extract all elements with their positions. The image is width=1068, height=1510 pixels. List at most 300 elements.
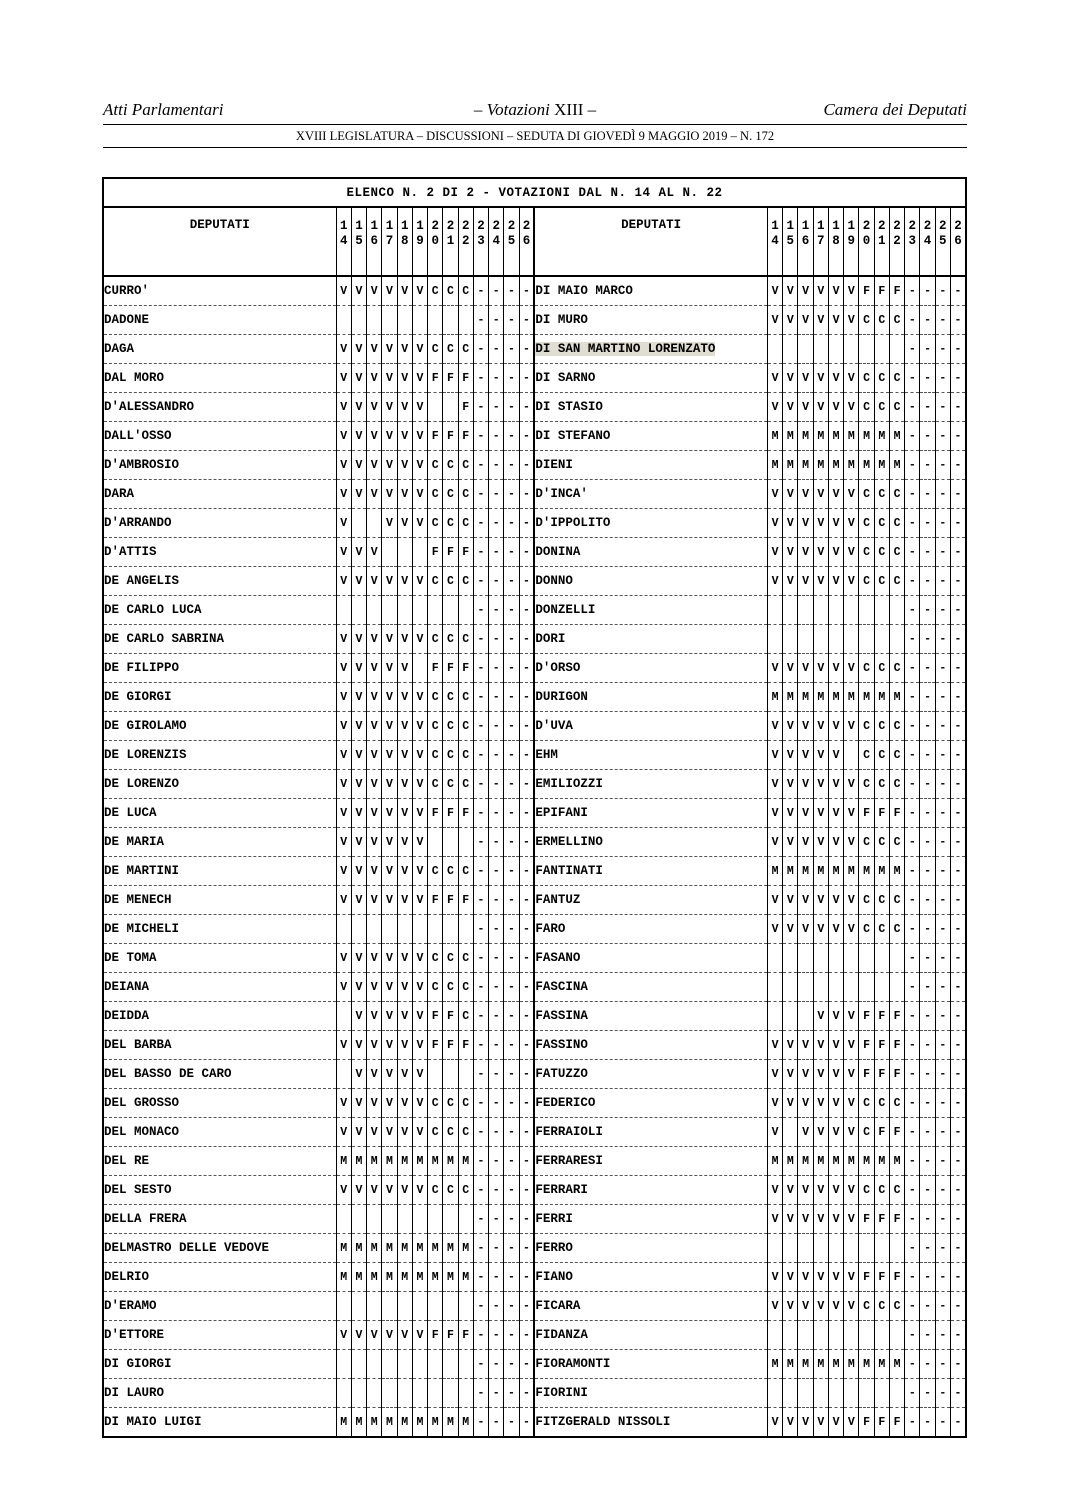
vote-cell: C xyxy=(859,1089,874,1118)
vote-number-units: 7 xyxy=(385,234,394,248)
vote-cell: C xyxy=(874,538,889,567)
vote-cell: M xyxy=(458,1263,473,1292)
vote-cell: V xyxy=(412,335,427,364)
vote-number-tens: 2 xyxy=(446,219,455,233)
vote-cell: - xyxy=(905,770,920,799)
vote-number-header xyxy=(935,207,950,276)
vote-number-header xyxy=(336,207,351,276)
vote-cell: - xyxy=(504,480,519,509)
vote-cell: V xyxy=(397,1118,412,1147)
vote-cell: F xyxy=(859,276,874,306)
vote-cell: C xyxy=(859,480,874,509)
vote-cell xyxy=(844,596,859,625)
vote-cell: - xyxy=(950,1176,966,1205)
vote-cell xyxy=(844,944,859,973)
vote-cell xyxy=(813,973,828,1002)
vote-cell: V xyxy=(798,741,813,770)
vote-cell: - xyxy=(489,1205,504,1234)
vote-cell: - xyxy=(504,1263,519,1292)
vote-cell: V xyxy=(813,1118,828,1147)
vote-cell: - xyxy=(905,712,920,741)
vote-cell: - xyxy=(935,741,950,770)
vote-cell xyxy=(367,596,382,625)
vote-cell: C xyxy=(428,1176,443,1205)
deputy-name-text: DE LORENZO xyxy=(104,777,180,791)
table-row xyxy=(103,741,966,770)
vote-cell: - xyxy=(504,393,519,422)
vote-cell: F xyxy=(889,1060,904,1089)
vote-cell: - xyxy=(473,1408,488,1438)
vote-cell: - xyxy=(489,567,504,596)
deputy-name xyxy=(534,1089,767,1118)
vote-number-header xyxy=(443,207,458,276)
table-row xyxy=(103,1321,966,1350)
vote-cell: V xyxy=(783,1263,798,1292)
deputy-name-text: D'ERAMO xyxy=(104,1299,157,1313)
vote-number-units: 8 xyxy=(832,234,840,248)
vote-cell: - xyxy=(935,276,950,306)
vote-cell: C xyxy=(458,973,473,1002)
vote-cell: V xyxy=(783,1060,798,1089)
vote-cell: V xyxy=(382,1176,397,1205)
vote-cell: V xyxy=(397,364,412,393)
deputy-name-text: FEDERICO xyxy=(535,1096,596,1110)
vote-cell: - xyxy=(935,1263,950,1292)
vote-cell: - xyxy=(905,596,920,625)
vote-cell: V xyxy=(783,741,798,770)
vote-cell: - xyxy=(473,596,488,625)
vote-cell: - xyxy=(920,886,935,915)
vote-cell: V xyxy=(351,828,366,857)
vote-cell: V xyxy=(412,857,427,886)
vote-cell: C xyxy=(458,1089,473,1118)
vote-cell: M xyxy=(351,1234,366,1263)
vote-cell: C xyxy=(859,1292,874,1321)
vote-cell: C xyxy=(889,538,904,567)
vote-cell: - xyxy=(489,1031,504,1060)
vote-cell: M xyxy=(336,1234,351,1263)
vote-cell: - xyxy=(504,567,519,596)
vote-cell xyxy=(767,973,782,1002)
deputy-name-text: EHM xyxy=(535,748,558,762)
vote-cell xyxy=(767,1002,782,1031)
vote-cell: M xyxy=(767,1147,782,1176)
vote-cell: V xyxy=(351,683,366,712)
deputy-name-text: FATUZZO xyxy=(535,1067,588,1081)
deputati-column-header: DEPUTATI xyxy=(103,207,336,276)
deputy-name xyxy=(534,799,767,828)
vote-cell: V xyxy=(412,451,427,480)
vote-number-header xyxy=(489,207,504,276)
vote-cell: F xyxy=(443,1321,458,1350)
vote-cell: C xyxy=(889,770,904,799)
vote-cell: V xyxy=(767,828,782,857)
vote-cell: - xyxy=(920,306,935,335)
vote-cell: M xyxy=(443,1408,458,1438)
vote-cell: M xyxy=(828,451,843,480)
vote-cell: V xyxy=(844,393,859,422)
vote-cell: V xyxy=(412,1118,427,1147)
vote-cell: V xyxy=(844,1408,859,1438)
vote-cell: - xyxy=(905,886,920,915)
vote-cell: - xyxy=(519,393,534,422)
vote-cell: V xyxy=(767,480,782,509)
vote-cell: - xyxy=(935,625,950,654)
vote-cell xyxy=(798,625,813,654)
deputy-name-text: DAL MORO xyxy=(104,371,165,385)
vote-cell: V xyxy=(397,451,412,480)
vote-cell: V xyxy=(336,828,351,857)
table-row xyxy=(103,1408,966,1438)
deputy-name-text: DELMASTRO DELLE VEDOVE xyxy=(104,1241,270,1255)
vote-cell: - xyxy=(504,276,519,306)
vote-number-header xyxy=(458,207,473,276)
vote-cell xyxy=(412,654,427,683)
vote-cell: M xyxy=(443,1234,458,1263)
vote-cell: V xyxy=(798,828,813,857)
vote-cell xyxy=(798,596,813,625)
vote-cell: V xyxy=(351,654,366,683)
vote-cell: C xyxy=(859,915,874,944)
table-row xyxy=(103,944,966,973)
vote-number-tens: 1 xyxy=(370,219,378,233)
vote-cell: C xyxy=(428,509,443,538)
vote-cell: - xyxy=(935,654,950,683)
vote-cell: V xyxy=(783,915,798,944)
deputy-name xyxy=(534,828,767,857)
vote-cell: - xyxy=(905,364,920,393)
vote-cell: V xyxy=(412,393,427,422)
vote-cell: - xyxy=(935,451,950,480)
vote-cell: V xyxy=(767,799,782,828)
vote-cell: - xyxy=(489,509,504,538)
vote-cell: M xyxy=(783,451,798,480)
vote-number-units: 6 xyxy=(954,234,962,248)
vote-cell: C xyxy=(859,509,874,538)
vote-cell: V xyxy=(397,1060,412,1089)
vote-cell: - xyxy=(950,306,966,335)
vote-cell: V xyxy=(813,1176,828,1205)
vote-cell: V xyxy=(336,683,351,712)
deputy-name xyxy=(534,944,767,973)
vote-cell: F xyxy=(859,1263,874,1292)
vote-cell: M xyxy=(859,1350,874,1379)
vote-cell: - xyxy=(905,915,920,944)
vote-cell: V xyxy=(828,567,843,596)
vote-cell: - xyxy=(935,567,950,596)
vote-cell: - xyxy=(950,335,966,364)
vote-cell: V xyxy=(783,886,798,915)
deputy-name-text: DE TOMA xyxy=(104,951,157,965)
vote-cell: V xyxy=(828,1263,843,1292)
header-right: Camera dei Deputati xyxy=(823,100,967,119)
vote-cell: M xyxy=(397,1408,412,1438)
vote-number-tens: 2 xyxy=(492,219,500,233)
vote-cell: V xyxy=(382,335,397,364)
vote-number-tens: 2 xyxy=(878,219,886,233)
vote-cell: - xyxy=(473,712,488,741)
deputy-name-text: FIDANZA xyxy=(535,1328,588,1342)
deputy-name xyxy=(534,770,767,799)
deputy-name xyxy=(534,393,767,422)
table-row xyxy=(103,1234,966,1263)
vote-cell: V xyxy=(412,567,427,596)
vote-cell: M xyxy=(859,451,874,480)
vote-cell: M xyxy=(783,857,798,886)
table-row xyxy=(103,886,966,915)
vote-cell: V xyxy=(844,799,859,828)
vote-cell xyxy=(889,625,904,654)
vote-cell: - xyxy=(489,944,504,973)
vote-cell: V xyxy=(382,625,397,654)
vote-cell: V xyxy=(351,770,366,799)
vote-cell xyxy=(382,915,397,944)
deputy-name-text: DI STEFANO xyxy=(535,429,611,443)
vote-cell xyxy=(828,625,843,654)
vote-cell: - xyxy=(905,480,920,509)
vote-cell: - xyxy=(905,1118,920,1147)
vote-cell: M xyxy=(397,1234,412,1263)
vote-cell: - xyxy=(519,364,534,393)
deputy-name xyxy=(534,1292,767,1321)
vote-cell: V xyxy=(397,422,412,451)
vote-cell: - xyxy=(504,1089,519,1118)
vote-cell: F xyxy=(874,1060,889,1089)
vote-cell: V xyxy=(336,857,351,886)
table-row xyxy=(103,973,966,1002)
vote-cell: V xyxy=(783,1176,798,1205)
vote-cell: F xyxy=(443,422,458,451)
vote-cell: V xyxy=(382,770,397,799)
vote-cell: M xyxy=(859,857,874,886)
vote-number-tens: 1 xyxy=(786,219,795,233)
vote-cell: M xyxy=(382,1234,397,1263)
header-center-roman: XIII xyxy=(554,100,584,119)
vote-cell: V xyxy=(828,1176,843,1205)
vote-cell xyxy=(874,1234,889,1263)
vote-cell: - xyxy=(950,1060,966,1089)
deputy-name-text: D'ALESSANDRO xyxy=(104,400,195,414)
vote-cell: M xyxy=(889,857,904,886)
deputy-name-text: DE LUCA xyxy=(104,806,157,820)
vote-cell: V xyxy=(397,741,412,770)
deputy-name-text: CURRO' xyxy=(104,284,150,298)
vote-cell: - xyxy=(905,1147,920,1176)
vote-cell: - xyxy=(473,1292,488,1321)
vote-number-units: 6 xyxy=(370,234,378,248)
vote-cell: - xyxy=(935,509,950,538)
vote-cell: - xyxy=(920,509,935,538)
vote-cell: V xyxy=(351,422,366,451)
vote-cell: M xyxy=(783,1350,798,1379)
deputy-name-text: DALL'OSSO xyxy=(104,429,172,443)
vote-cell: V xyxy=(798,799,813,828)
vote-cell: V xyxy=(813,1031,828,1060)
vote-cell: F xyxy=(443,799,458,828)
vote-cell: - xyxy=(519,1002,534,1031)
vote-cell: - xyxy=(935,1002,950,1031)
vote-cell: M xyxy=(458,1234,473,1263)
vote-cell: F xyxy=(428,422,443,451)
vote-cell: - xyxy=(473,1060,488,1089)
vote-cell: M xyxy=(428,1408,443,1438)
table-row xyxy=(103,915,966,944)
vote-cell xyxy=(428,1060,443,1089)
vote-cell: C xyxy=(458,276,473,306)
vote-cell: V xyxy=(783,712,798,741)
vote-cell: - xyxy=(950,538,966,567)
vote-cell: - xyxy=(473,654,488,683)
vote-cell: V xyxy=(798,538,813,567)
vote-cell: M xyxy=(874,857,889,886)
vote-cell xyxy=(844,1234,859,1263)
vote-cell: V xyxy=(336,1118,351,1147)
vote-cell: - xyxy=(935,1147,950,1176)
vote-cell xyxy=(889,973,904,1002)
vote-cell: V xyxy=(336,480,351,509)
deputy-name-text: DI MURO xyxy=(535,313,588,327)
vote-cell: - xyxy=(473,1118,488,1147)
vote-cell: - xyxy=(504,799,519,828)
vote-cell: V xyxy=(382,509,397,538)
vote-cell: M xyxy=(367,1147,382,1176)
vote-cell xyxy=(828,596,843,625)
vote-cell: V xyxy=(767,915,782,944)
vote-number-header xyxy=(351,207,366,276)
vote-cell xyxy=(828,1321,843,1350)
vote-cell: V xyxy=(828,538,843,567)
deputy-name-text: FASSINO xyxy=(535,1038,588,1052)
vote-cell: V xyxy=(367,364,382,393)
vote-cell: M xyxy=(813,451,828,480)
deputy-name xyxy=(103,1118,336,1147)
vote-cell: C xyxy=(428,567,443,596)
vote-cell: - xyxy=(519,625,534,654)
vote-cell xyxy=(443,828,458,857)
vote-cell: V xyxy=(798,1205,813,1234)
vote-cell: M xyxy=(443,1147,458,1176)
vote-cell xyxy=(382,1292,397,1321)
table-row xyxy=(103,1176,966,1205)
vote-cell: V xyxy=(828,1089,843,1118)
deputy-name xyxy=(103,654,336,683)
vote-cell: C xyxy=(889,306,904,335)
deputy-name-text: DE MICHELI xyxy=(104,922,180,936)
vote-cell xyxy=(428,915,443,944)
vote-cell: F xyxy=(889,1263,904,1292)
vote-cell: - xyxy=(473,276,488,306)
vote-cell: V xyxy=(351,857,366,886)
vote-cell: C xyxy=(889,654,904,683)
vote-cell: V xyxy=(767,306,782,335)
vote-cell: M xyxy=(382,1408,397,1438)
vote-cell xyxy=(367,1350,382,1379)
deputy-name-text: D'UVA xyxy=(535,719,573,733)
vote-cell: F xyxy=(859,1060,874,1089)
vote-cell xyxy=(874,625,889,654)
vote-cell: - xyxy=(920,1263,935,1292)
vote-cell: V xyxy=(813,364,828,393)
vote-cell: - xyxy=(950,886,966,915)
vote-cell: V xyxy=(351,335,366,364)
vote-cell: C xyxy=(889,567,904,596)
vote-cell: V xyxy=(351,1002,366,1031)
vote-cell: M xyxy=(458,1147,473,1176)
vote-cell: C xyxy=(443,335,458,364)
deputy-name xyxy=(534,509,767,538)
vote-cell: M xyxy=(367,1263,382,1292)
deputy-name-text: D'INCA' xyxy=(535,487,588,501)
vote-cell: M xyxy=(874,1147,889,1176)
vote-number-header xyxy=(874,207,889,276)
vote-number-tens: 1 xyxy=(339,219,348,233)
vote-cell: V xyxy=(397,1176,412,1205)
vote-cell: F xyxy=(428,799,443,828)
vote-cell: - xyxy=(489,276,504,306)
vote-cell xyxy=(397,1350,412,1379)
header-center: – Votazioni XIII – xyxy=(473,100,597,119)
deputy-name-text: DEIDDA xyxy=(104,1009,150,1023)
vote-number-header xyxy=(428,207,443,276)
deputy-name xyxy=(103,1379,336,1408)
vote-cell: V xyxy=(382,712,397,741)
vote-cell: V xyxy=(367,1321,382,1350)
deputy-name xyxy=(103,741,336,770)
vote-cell: - xyxy=(473,973,488,1002)
vote-cell: - xyxy=(519,538,534,567)
vote-cell: M xyxy=(397,1147,412,1176)
vote-cell: - xyxy=(905,1089,920,1118)
vote-cell: V xyxy=(367,1031,382,1060)
vote-cell: C xyxy=(874,741,889,770)
deputy-name-text: DEL RE xyxy=(104,1154,150,1168)
vote-cell: - xyxy=(950,1147,966,1176)
vote-cell: - xyxy=(489,1089,504,1118)
vote-cell: M xyxy=(859,1147,874,1176)
vote-cell xyxy=(458,1205,473,1234)
vote-cell xyxy=(844,335,859,364)
vote-cell: - xyxy=(920,276,935,306)
vote-cell xyxy=(397,306,412,335)
vote-cell: V xyxy=(351,1176,366,1205)
vote-cell: M xyxy=(889,451,904,480)
vote-cell: C xyxy=(428,335,443,364)
deputy-name xyxy=(534,538,767,567)
vote-cell xyxy=(412,1292,427,1321)
vote-cell xyxy=(336,596,351,625)
table-row xyxy=(103,335,966,364)
vote-cell: V xyxy=(828,364,843,393)
vote-cell: C xyxy=(874,480,889,509)
vote-cell: - xyxy=(950,596,966,625)
deputy-name-text: DI SARNO xyxy=(535,371,596,385)
vote-cell: V xyxy=(397,828,412,857)
vote-cell: - xyxy=(905,1234,920,1263)
vote-cell xyxy=(859,1379,874,1408)
vote-number-header xyxy=(767,207,782,276)
vote-cell: - xyxy=(519,683,534,712)
vote-cell: M xyxy=(844,451,859,480)
vote-cell: V xyxy=(367,335,382,364)
vote-cell: M xyxy=(767,1350,782,1379)
vote-cell xyxy=(798,1234,813,1263)
vote-cell: - xyxy=(519,1321,534,1350)
vote-cell: V xyxy=(336,625,351,654)
vote-cell: M xyxy=(382,1147,397,1176)
vote-cell: - xyxy=(920,1350,935,1379)
vote-cell: - xyxy=(489,1234,504,1263)
vote-cell xyxy=(443,1060,458,1089)
